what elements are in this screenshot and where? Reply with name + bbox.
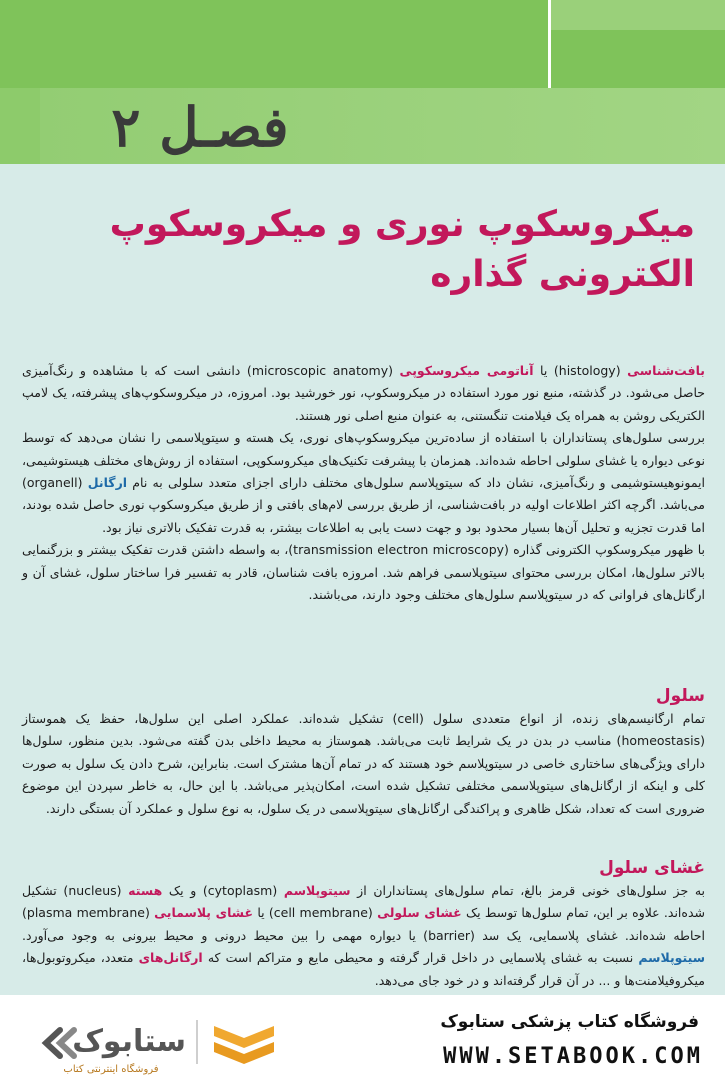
store-url[interactable]: WWW.SETABOOK.COM bbox=[443, 1044, 703, 1069]
header-tab bbox=[548, 0, 725, 30]
term-cytoplasm: سیتوپلاسم bbox=[283, 883, 351, 898]
membrane-section-heading: غشای سلول bbox=[599, 858, 705, 878]
intro-paragraph-2 bbox=[22, 427, 705, 539]
term-histology: بافت‌شناسی bbox=[627, 363, 705, 378]
membrane-text-c: (nucleus) تشکیل شده‌اند. علاوه بر این، تمام سلول‌ها توسط یک bbox=[22, 883, 705, 921]
membrane-text-a: به جز سلول‌های خونی قرمز بالغ، تمام سلول‌های پستانداران از bbox=[350, 883, 705, 898]
membrane-section bbox=[22, 856, 705, 992]
membrane-text-g: متعدد، میکروتوبول‌ها، میکروفیلامنت‌ها و ... در آن قرار گرفته‌اند و در خود جای می‌دهد. bbox=[22, 950, 705, 988]
intro-p2-text-a: بررسی سلول‌های پستانداران با استفاده از ساده‌ترین میکروسکوپ‌های نوری، یک هسته و سیتوپلاسمی را نشان می‌دهد که توسط نوعی دیواره یا غشای سلولی احاطه شده‌اند. همزمان با پیشرفت تکنیک‌های میکروسکوپی، استفاده از روش‌های مختلف هیستوشیمی، ایمونوهیستوشیمی و رنگ‌آمیزی، نشان داد که سیتوپلاسم سلول‌های مختلف دارای اجزای متعدد سلولی به نام bbox=[22, 430, 705, 491]
membrane-text-b: (cytoplasm) و یک bbox=[162, 883, 284, 898]
intro-p2-text-b: (organell) می‌باشد. اگرچه اکثر اطلاعات اولیه در بافت‌شناسی، از طریق بررسی لام‌های بافتی و از طریق میکروسکوپ نوری حاصل شده بودند، اما قدرت تجزیه و تحلیل آن‌ها بسیار محدود بود و جهت دست یابی به اطلاعات بیشتر، به قدرت تفکیک بالاتری نیاز بود. bbox=[22, 475, 705, 535]
cell-section-heading: سلول bbox=[655, 686, 705, 706]
logo-caption: فروشگاه اینترنتی کتاب bbox=[63, 1064, 159, 1075]
footer-divider bbox=[196, 1020, 198, 1064]
term-nucleus: هسته bbox=[128, 883, 163, 898]
header-divider bbox=[548, 0, 551, 88]
cell-section-text: تمام ارگانیسم‌های زنده، از انواع متعددی سلول (cell) تشکیل شده‌اند. عملکرد اصلی این سلول‌ها، حفظ یک هموستاز (homeostasis) مناسب در بدن در یک شرایط ثابت می‌باشد. هموستاز به محیط داخلی بدن گفته می‌شود. بدین منظور، سلول‌ها دارای ویژگی‌های ساختاری خاصی در سیتوپلاسم خود هستند که در تمام آن‌ها مشترک است. بنابراین، شرح دادن یک سلول به صورت کلی و اینکه از ارگانل‌های سیتوپلاسمی مختلفی تشکیل شده است، امکان‌پذیر می‌باشد. با این حال، به خاطر سپردن این موضوع ضروری است که تعداد، شکل ظاهری و پراکندگی ارگانل‌های سیتوپلاسمی در یک سلول، به نوع سلول و عملکرد آن بستگی دارند. bbox=[22, 711, 705, 816]
intro-text bbox=[22, 360, 705, 606]
chapter-label: فصـل ۲ bbox=[111, 95, 289, 159]
term-organelles: ارگانل‌های bbox=[138, 950, 203, 966]
term-cell-membrane: غشای سلولی bbox=[377, 905, 462, 921]
setabook-logo bbox=[38, 1020, 188, 1066]
term-organelle: ارگانل bbox=[87, 475, 128, 491]
term-cytoplasm-2: سیتوپلاسم bbox=[638, 950, 705, 966]
membrane-text-f: نسبت به غشای پلاسمایی در داخل قرار گرفته و محیطی مایع و متراکم است که bbox=[202, 950, 639, 966]
store-name: فروشگاه کتاب پزشکی ستابوک bbox=[440, 1012, 699, 1032]
logo-wordmark: ستابوک bbox=[72, 1024, 186, 1059]
membrane-text-d: (cell membrane) یا bbox=[253, 905, 378, 921]
intro-paragraph-1 bbox=[22, 360, 705, 427]
intro-paragraph-3: با ظهور میکروسکوپ الکترونی گذاره (transmission electron microscopy)، به واسطه داشتن قدرت تفکیک بیشتر و بزرگنمایی بالاتر سلول‌ها، امکان بررسی محتوای سیتوپلاسمی فراهم شد. امروزه بافت شناسان، قادر به تفسیر فرا ساختار سلول، غشای آن و ارگانل‌های فراوانی که در سیتوپلاسم سلول‌های مختلف وجود دارند، می‌باشند. bbox=[22, 542, 706, 603]
term-plasma-membrane: غشای پلاسمایی bbox=[154, 905, 254, 921]
membrane-text-e: (plasma membrane) احاطه شده‌اند. غشای پلاسمایی، یک سد (barrier) یا دیواره مهمی را بین محیط درونی و محیط بیرونی به وجود می‌آورد. bbox=[22, 905, 705, 943]
chapter-title-line-1: میکروسکوپ نوری و میکروسکوپ bbox=[109, 204, 695, 245]
intro-p1-text-a: (histology) یا bbox=[533, 363, 628, 378]
chapter-title bbox=[55, 200, 695, 300]
term-microscopic-anatomy: آناتومی میکروسکوپی bbox=[399, 363, 534, 378]
cell-section bbox=[22, 684, 705, 820]
chapter-title-line-2: الکترونی گذاره bbox=[430, 254, 695, 295]
setabook-chevron-logo-icon bbox=[212, 1022, 276, 1066]
membrane-section-text bbox=[22, 880, 705, 992]
intro-p1-text-b: (microscopic anatomy) دانشی است که با مشاهده و رنگ‌آمیزی حاصل می‌شود. در گذشته، منبع نور مورد استفاده در میکروسکوپ، نور خورشید بود. امروزه، در میکروسکوپ‌های پیشرفته، یک لامپ الکتریکی روشن به همراه یک فیلامنت تنگستنی، به عنوان منبع اصلی نور هستند. bbox=[22, 363, 705, 423]
